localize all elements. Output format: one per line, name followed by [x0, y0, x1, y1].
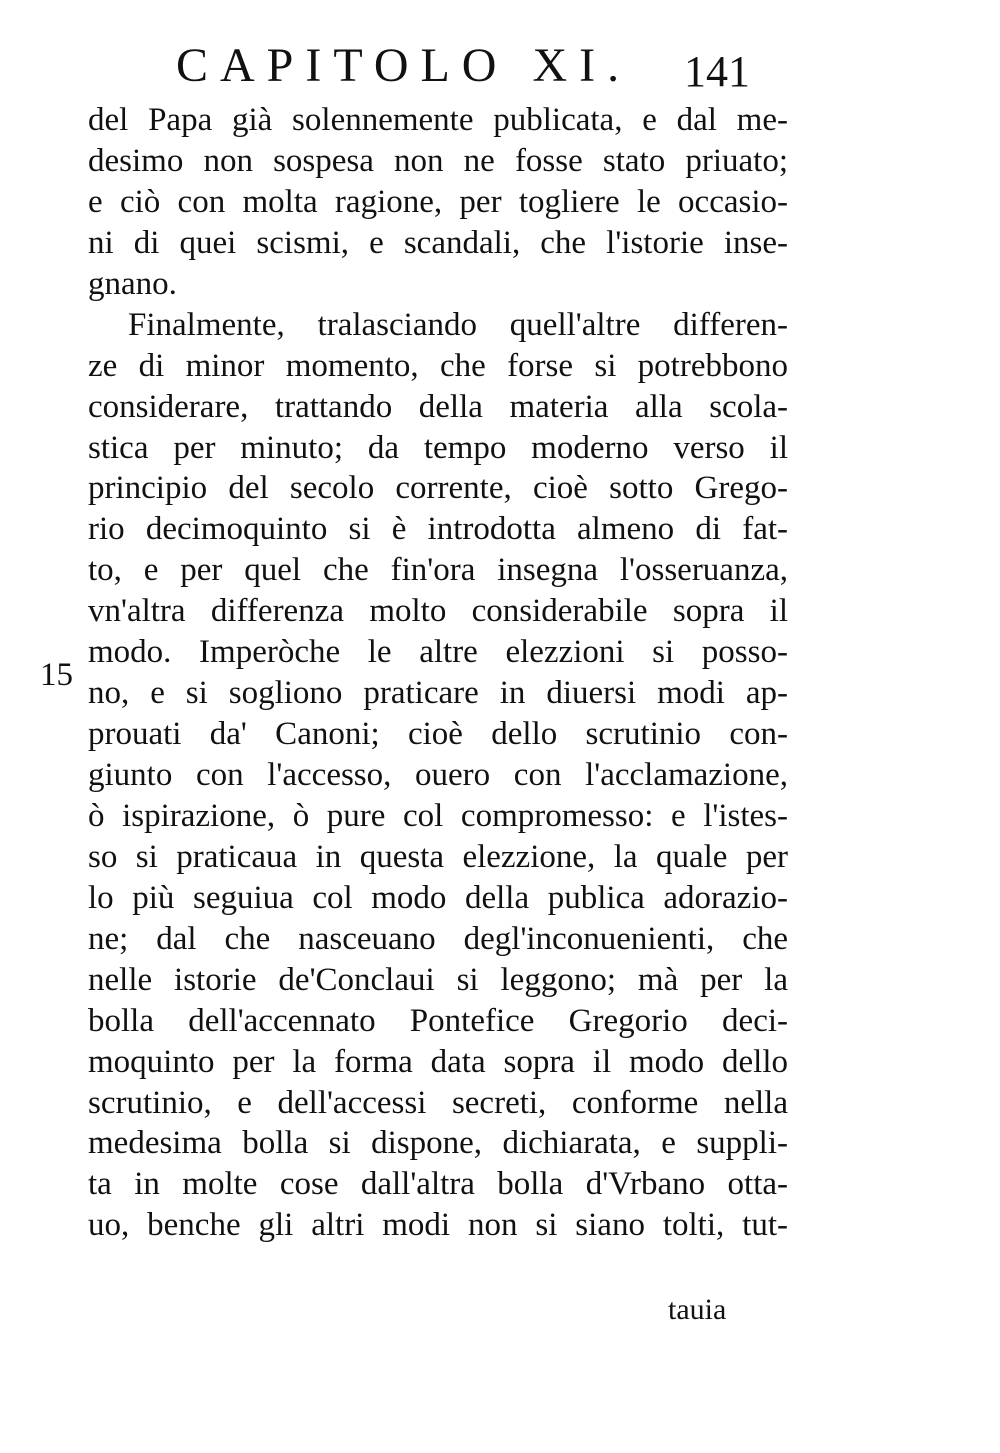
page-number: 141: [684, 47, 750, 96]
text-line: uo, benche gli altri modi non si siano tolti, tut-: [88, 1207, 788, 1244]
text-line: moquinto per la forma data sopra il modo dello: [88, 1043, 788, 1080]
text-line: to, e per quel che fin'ora insegna l'osseruanza,: [88, 552, 788, 589]
text-line: principio del secolo corrente, cioè sotto Grego-: [88, 470, 788, 507]
text-line: lo più seguiua col modo della publica adorazio-: [88, 879, 788, 916]
text-line: so si praticaua in questa elezzione, la quale per: [88, 838, 788, 875]
text-line: Finalmente, tralasciando quell'altre differen-: [128, 306, 788, 343]
text-line: stica per minuto; da tempo moderno verso il: [88, 429, 788, 466]
text-line: vn'altra differenza molto considerabile sopra il: [88, 593, 788, 630]
text-line: scrutinio, e dell'accessi secreti, conforme nella: [88, 1084, 788, 1121]
catchword: tauia: [668, 1293, 727, 1326]
text-line: ò ispirazione, ò pure col compromesso: e l'istes-: [88, 797, 788, 834]
text-line: no, e si sogliono praticare in diuersi modi ap-: [88, 675, 788, 712]
text-line: ne; dal che nasceuano degl'inconuenienti, che: [88, 920, 788, 957]
text-line: nelle istorie de'Conclaui si leggono; mà per la: [88, 961, 788, 998]
text-line: considerare, trattando della materia alla scola-: [88, 388, 788, 425]
text-line: medesima bolla si dispone, dichiarata, e suppli-: [88, 1125, 788, 1162]
text-line: del Papa già solennemente publicata, e dal me-: [88, 102, 788, 138]
text-line: giunto con l'accesso, ouero con l'acclamazione,: [88, 757, 788, 793]
text-line: ta in molte cose dall'altra bolla d'Vrbano otta-: [88, 1166, 788, 1203]
text-line: gnano.: [88, 265, 177, 302]
text-line: ni di quei scismi, e scandali, che l'istorie inse-: [88, 224, 788, 261]
text-line: rio decimoquinto si è introdotta almeno di fat-: [88, 511, 788, 548]
text-line: modo. Imperòche le altre elezzioni si posso-: [88, 634, 788, 671]
text-line: desimo non sospesa non ne fosse stato priuato;: [88, 142, 788, 179]
text-line: prouati da' Canoni; cioè dello scrutinio con-: [88, 716, 788, 753]
chapter-title: CAPITOLO XI.: [176, 39, 632, 92]
margin-line-number: 15: [40, 657, 73, 693]
text-line: bolla dell'accennato Pontefice Gregorio deci-: [88, 1002, 788, 1039]
body-text: [88, 100, 788, 1246]
text-line: ze di minor momento, che forse si potrebbono: [88, 347, 788, 384]
text-line: e ciò con molta ragione, per togliere le occasio-: [88, 183, 788, 220]
running-head: [0, 34, 1000, 98]
